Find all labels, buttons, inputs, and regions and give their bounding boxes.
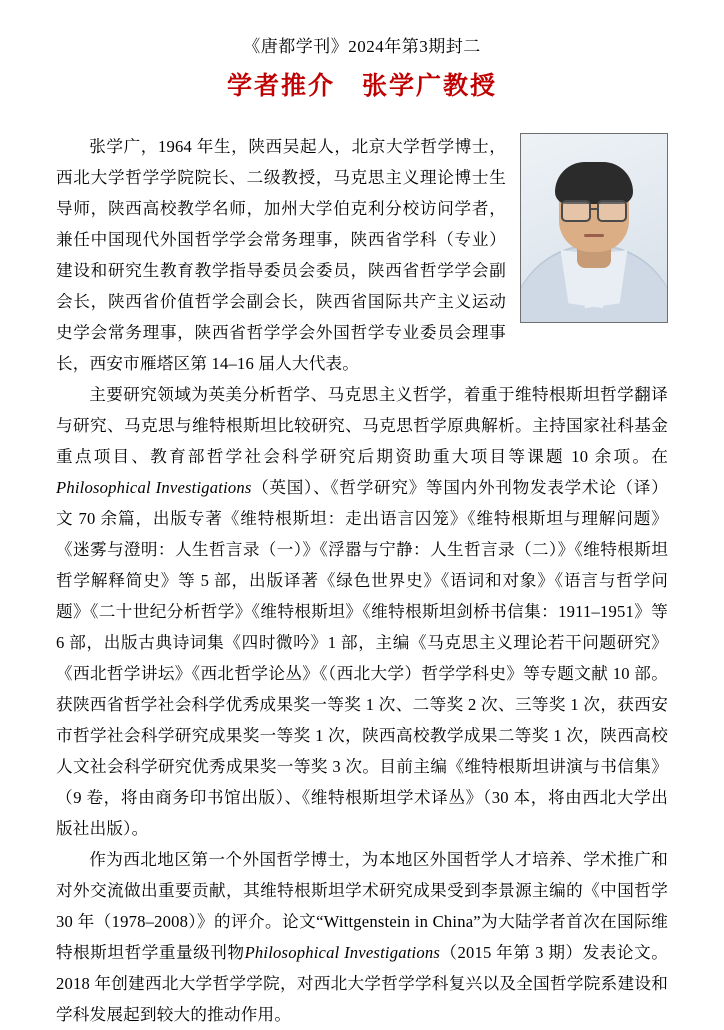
journal-name-philosophical-investigations-2: Philosophical Investigations xyxy=(244,943,440,962)
portrait-hair xyxy=(555,162,633,204)
portrait-glasses-right xyxy=(597,200,627,222)
page-title: 学者推介 张学广教授 xyxy=(226,72,497,100)
journal-issue-line: 《唐都学刊》2024年第3期封二 xyxy=(243,37,481,56)
paragraph-research xyxy=(56,379,668,844)
paragraph-contribution-text-a: 作为西北地区第一个外国哲学博士，为本地区外国哲学人才培养、学术推广和对外交流做出重要贡献，其维特根斯坦学术研究成果受到李景源主编的《中国哲学 30 年（1978–2008）》的评介。论文“Wittgenstein in China”为大陆学者首次在国际维特根斯坦哲学重量级刊物 xyxy=(56,850,668,962)
paragraph-research-text-a: 主要研究领域为英美分析哲学、马克思主义哲学，着重于维特根斯坦哲学翻译与研究、马克思与维特根斯坦比较研究、马克思哲学原典解析。主持国家社科基金重点项目、教育部哲学社会科学研究后期资助重大项目等课题 10 余项。在 xyxy=(56,385,668,466)
paragraph-biography-text: 张学广，1964 年生，陕西吴起人，北京大学哲学博士，西北大学哲学学院院长、二级教授，马克思主义理论博士生导师，陕西高校教学名师，加州大学伯克利分校访问学者，兼任中国现代外国哲学学会常务理事，陕西省学科（专业）建设和研究生教育教学指导委员会委员，陕西省哲学学会副会长，陕西省价值哲学会副会长，陕西省国际共产主义运动史学会常务理事，陕西省哲学学会外国哲学专业委员会理事长，西安市雁塔区第 14–16 届人大代表。 xyxy=(56,137,506,373)
portrait-photo xyxy=(520,133,668,323)
paragraph-contribution xyxy=(56,844,668,1030)
paragraph-contribution-text-b: （2015 年第 3 期）发表论文。2018 年创建西北大学哲学学院，对西北大学哲学学科复兴以及全国哲学院系建设和学科发展起到较大的推动作用。 xyxy=(56,943,669,1024)
portrait-mouth xyxy=(584,234,604,237)
portrait-glasses-bridge xyxy=(589,208,599,210)
paragraph-research-text-b: （英国）、《哲学研究》等国内外刊物发表学术论（译）文 70 余篇，出版专著《维特根斯坦：走出语言囚笼》《维特根斯坦与理解问题》《迷雾与澄明：人生哲言录（一）》《浮嚣与宁静：人生哲言录（二）》《维特根斯坦哲学解释简史》等 5 部，出版译著《绿色世界史》《语词和对象》《语言与哲学问题》《二十世纪分析哲学》《维特根斯坦》《维特根斯坦剑桥书信集：1911–1951》等 6 部，出版古典诗词集《四时微吟》1 部，主编《马克思主义理论若干问题研究》《西北哲学讲坛》《西北哲学论丛》《（西北大学）哲学学科史》等专题文献 10 部。获陕西省哲学社会科学优秀成果奖一等奖 1 次、二等奖 2 次、三等奖 1 次，获西安市哲学社会科学研究成果奖一等奖 1 次，陕西高校教学成果二等奖 1 次，陕西高校人文社会科学研究优秀成果奖一等奖 3 次。目前主编《维特根斯坦讲演与书信集》（9 卷，将由商务印书馆出版）、《维特根斯坦学术译丛》（30 本，将由西北大学出版社出版）。 xyxy=(56,478,668,838)
article-body xyxy=(56,131,668,1030)
portrait-glasses-left xyxy=(561,200,591,222)
journal-name-philosophical-investigations-1: Philosophical Investigations xyxy=(56,478,252,497)
